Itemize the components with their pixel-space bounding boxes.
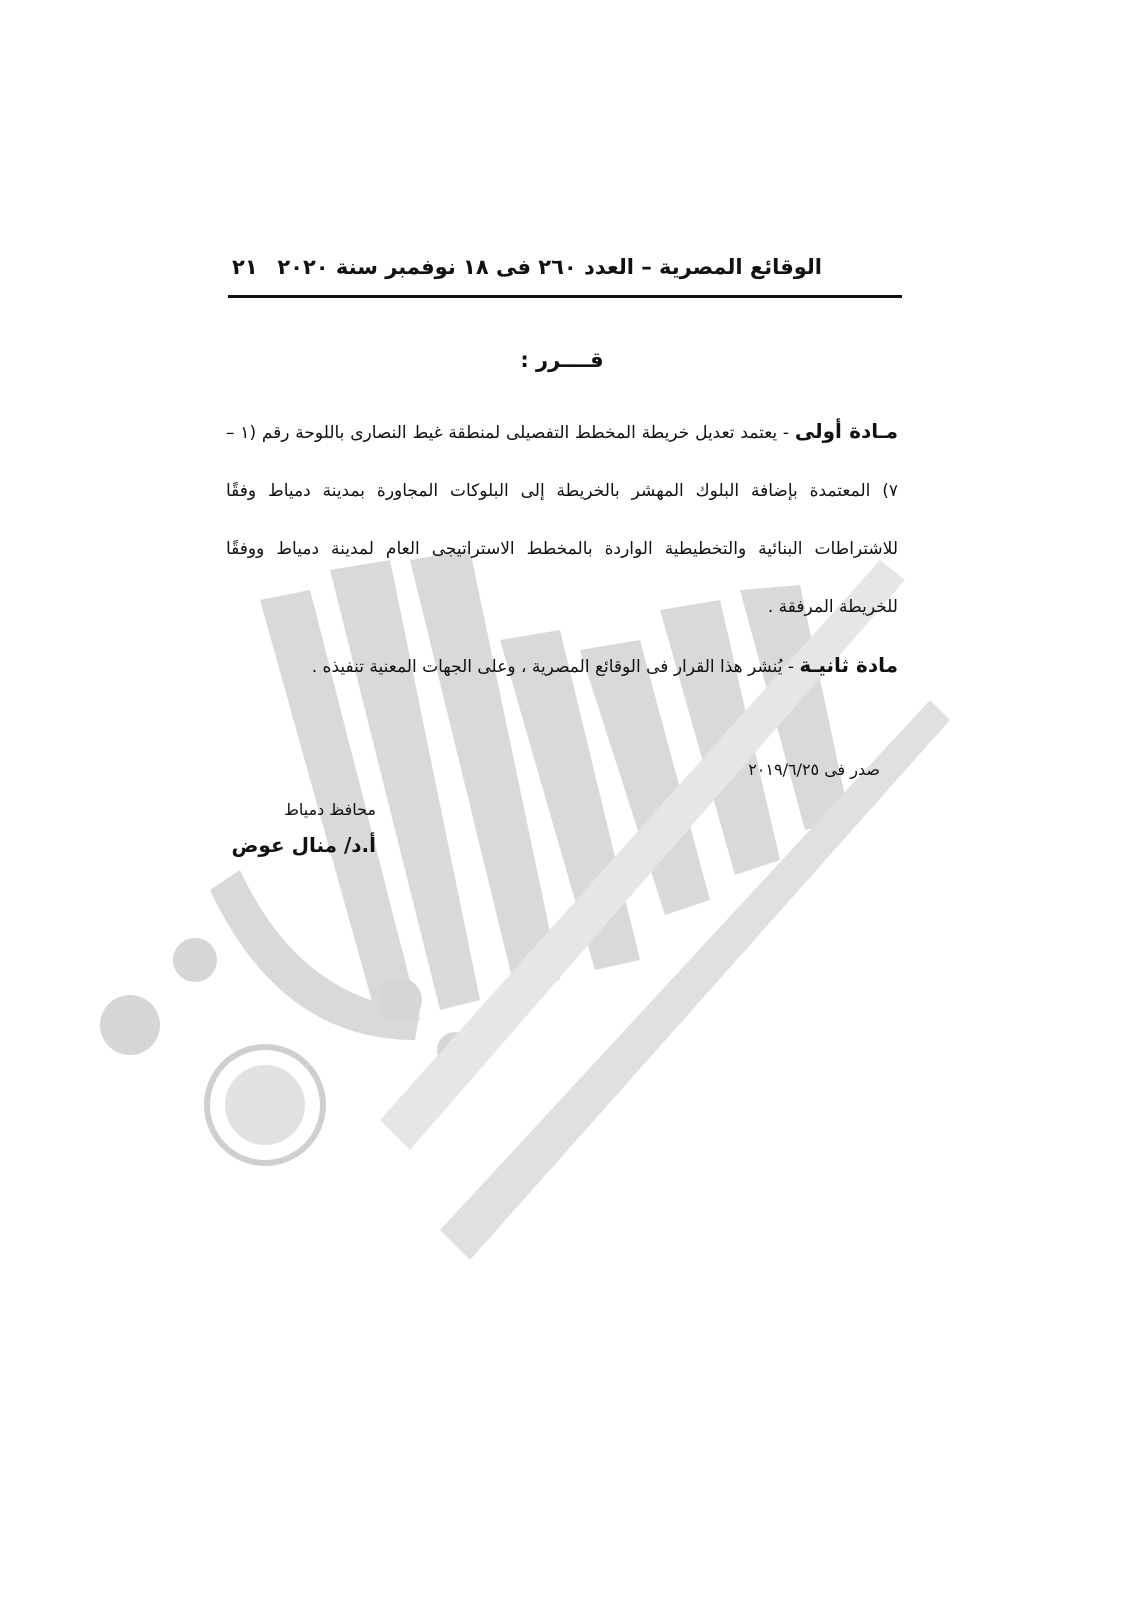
publication-title: الوقائع المصرية – العدد ٢٦٠ فى ١٨ نوفمبر سنة ٢٠٢٠ <box>277 255 822 279</box>
article-one-label: مـادة أولى <box>794 419 899 443</box>
article-two-label: مادة ثانيـة <box>799 653 898 677</box>
issue-date: صدر فى ٢٠١٩/٦/٢٥ <box>748 760 880 779</box>
article-one-text: - يعتمد تعديل خريطة المخطط التفصيلى لمنطقة غيط النصارى باللوحة رقم (١ – ٧) المعتمدة بإضافة البلوك المهشر بالخريطة إلى البلوكات المجاورة بمدينة دمياط وفقًا للاشتراطات البنائية والتخطيطية الواردة بالمخطط الاستراتيجى العام لمدينة دمياط ووفقًا للخريطة المرفقة . <box>226 423 898 617</box>
page-number: ٢١ <box>232 255 258 279</box>
page-header <box>228 255 902 298</box>
signatory-name: أ.د/ منال عوض <box>231 833 376 857</box>
signature-block <box>226 800 376 857</box>
article-one <box>226 402 898 636</box>
decision-heading: قــــرر : <box>520 348 604 372</box>
decision-body <box>226 348 898 696</box>
article-two-text: - يُنشر هذا القرار فى الوقائع المصرية ، وعلى الجهات المعنية تنفيذه . <box>311 657 800 677</box>
article-two <box>226 636 898 696</box>
signatory-role: محافظ دمياط <box>284 800 376 819</box>
